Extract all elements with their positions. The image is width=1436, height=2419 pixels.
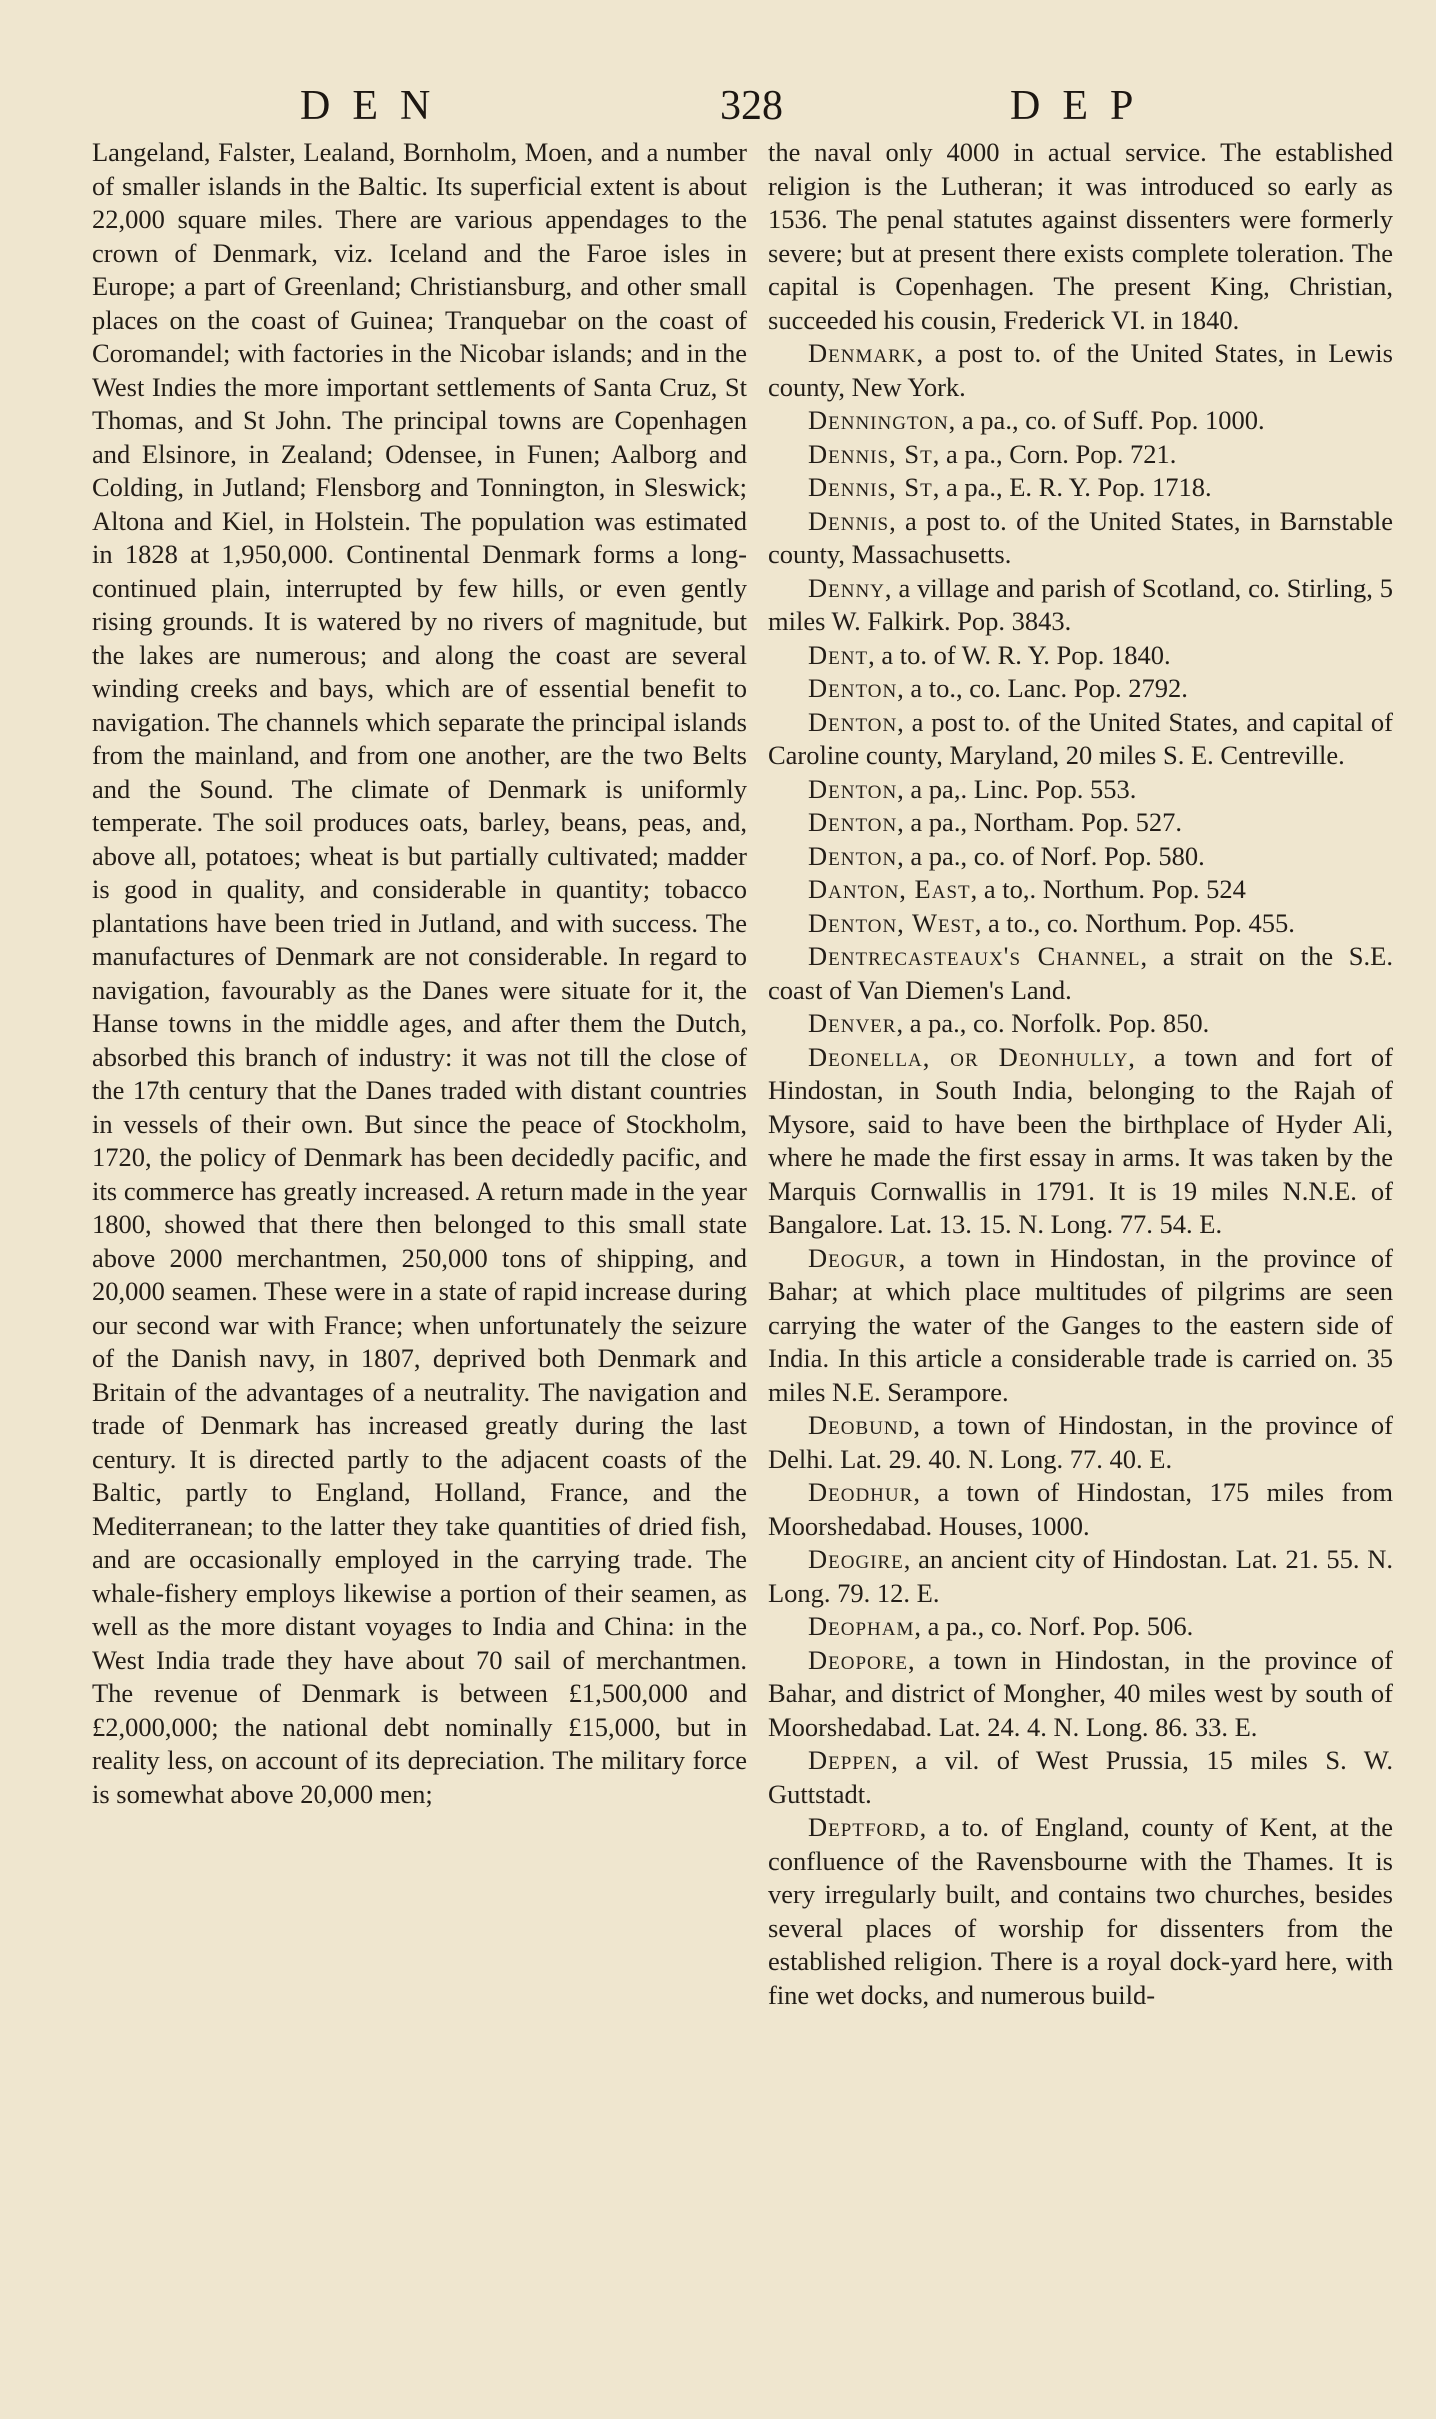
entry-text: , a town and fort of Hindostan, in South India, belonging to the Rajah of Mysore, said to have been the birthplace of Hyder Ali, where he made the first essay in arms. It was taken by the Marquis Cornwallis in 1791. It is 19 miles N.N.E. of Bangalore. Lat. 13. 15. N. Long. 77. 54. E. bbox=[768, 1041, 1393, 1239]
entry-headword: Denmark bbox=[808, 338, 917, 368]
gazetteer-entry bbox=[768, 505, 1393, 572]
entry-headword: Dennington bbox=[808, 405, 949, 435]
gazetteer-entry bbox=[768, 907, 1393, 941]
gazetteer-entry bbox=[768, 1476, 1393, 1543]
gazetteer-entry bbox=[768, 672, 1393, 706]
entry-headword: Deopham bbox=[808, 1611, 915, 1641]
entry-headword: Dennis, St bbox=[808, 438, 933, 469]
entry-headword: Dent bbox=[808, 639, 869, 670]
entry-headword: Denton bbox=[808, 807, 898, 837]
entry-headword: Denver bbox=[808, 1008, 897, 1038]
entry-headword: Denton, West bbox=[808, 907, 975, 938]
gazetteer-entry bbox=[768, 773, 1393, 807]
entry-text: , a pa,. Linc. Pop. 553. bbox=[897, 773, 1137, 804]
entry-headword: Danton, East bbox=[808, 874, 971, 904]
entry-text: , a to., co. Lanc. Pop. 2792. bbox=[897, 673, 1188, 703]
gazetteer-entry bbox=[768, 572, 1393, 639]
right-column bbox=[768, 136, 1393, 2012]
left-column bbox=[92, 136, 747, 1811]
gazetteer-entry bbox=[768, 873, 1393, 907]
gazetteer-entry bbox=[768, 438, 1393, 472]
entry-text: , a post to. of the United States, in Barnstable county, Massachusetts. bbox=[768, 505, 1393, 569]
entry-text: , a to., co. Northum. Pop. 455. bbox=[974, 907, 1295, 938]
entry-headword: Dentrecasteaux's Channel bbox=[808, 941, 1141, 971]
gazetteer-entry bbox=[768, 840, 1393, 874]
entry-text: , a pa., co. of Norf. Pop. 580. bbox=[897, 840, 1205, 871]
entry-text: , a to. of W. R. Y. Pop. 1840. bbox=[868, 639, 1171, 670]
entry-text: , a post to. of the United States, and capital of Caroline county, Maryland, 20 miles S. E. Centreville. bbox=[768, 706, 1393, 770]
entry-headword: Dennis bbox=[808, 505, 890, 536]
gazetteer-entry bbox=[768, 1041, 1393, 1242]
entry-text: , a town of Hindostan, in the province of Delhi. Lat. 29. 40. N. Long. 77. 40. E. bbox=[768, 1410, 1393, 1474]
entry-text: , a pa., Corn. Pop. 721. bbox=[932, 438, 1177, 469]
entry-text: , a pa., Northam. Pop. 527. bbox=[897, 807, 1183, 837]
entry-headword: Deptford bbox=[808, 1812, 920, 1842]
gazetteer-entry bbox=[768, 1242, 1393, 1410]
entry-headword: Deopore bbox=[808, 1644, 909, 1675]
entry-headword: Dennis, St bbox=[808, 472, 933, 502]
gazetteer-entry bbox=[768, 1811, 1393, 2012]
gazetteer-entry bbox=[768, 1543, 1393, 1610]
entry-text: , a to,. Northum. Pop. 524 bbox=[970, 874, 1246, 904]
entry-headword: Deodhur bbox=[808, 1477, 914, 1507]
entry-text: , a town in Hindostan, in the province of Bahar; at which place multitudes of pilgrims are seen carrying the water of the Ganges to the eastern side of India. In this article a considerable trade is carried on. 35 miles N.E. Serampore. bbox=[768, 1242, 1393, 1407]
gazetteer-entry bbox=[768, 806, 1393, 840]
entry-text: , a post to. of the United States, in Lewis county, New York. bbox=[768, 338, 1393, 402]
gazetteer-entry bbox=[768, 940, 1393, 1007]
entry-text: , a town in Hindostan, in the province of Bahar, and district of Mongher, 40 miles west by south of Moorshedabad. Lat. 24. 4. N. Long. 86. 33. E. bbox=[768, 1644, 1393, 1742]
entry-headword: Deobund bbox=[808, 1410, 914, 1440]
page-number: 328 bbox=[720, 83, 783, 129]
entry-text: , a pa., co. of Suff. Pop. 1000. bbox=[948, 405, 1265, 435]
entry-text: , a town of Hindostan, 175 miles from Moorshedabad. Houses, 1000. bbox=[768, 1477, 1393, 1541]
gazetteer-entry bbox=[768, 1644, 1393, 1745]
gazetteer-entry bbox=[768, 706, 1393, 773]
entry-headword: Deonella, or Deonhully bbox=[808, 1041, 1129, 1072]
gazetteer-entry bbox=[768, 404, 1393, 438]
entry-headword: Denton bbox=[808, 773, 898, 804]
entry-text: , a strait on the S.E. coast of Van Diemen's Land. bbox=[768, 941, 1393, 1005]
entry-text: , a village and parish of Scotland, co. Stirling, 5 miles W. Falkirk. Pop. 3843. bbox=[768, 572, 1393, 636]
entry-headword: Denton bbox=[808, 673, 898, 703]
entry-text: , a vil. of West Prussia, 15 miles S. W. Guttstadt. bbox=[768, 1745, 1393, 1809]
gazetteer-entry bbox=[768, 1409, 1393, 1476]
entry-text: , a pa., E. R. Y. Pop. 1718. bbox=[932, 472, 1212, 502]
header-left-guide-word: DEN bbox=[300, 83, 453, 129]
entry-text: , a pa., co. Norf. Pop. 506. bbox=[914, 1611, 1194, 1641]
gazetteer-entry bbox=[768, 1744, 1393, 1811]
entry-headword: Deogur bbox=[808, 1242, 899, 1273]
entry-text: , a to. of England, county of Kent, at the confluence of the Ravensbourne with the Thames. It is very irregularly built, and contains two churches, besides several places of worship for dissenters from the established religion. There is a royal dock-yard here, with fine wet docks, and numerous build- bbox=[768, 1812, 1393, 2010]
gazetteer-entry bbox=[768, 639, 1393, 673]
entry-headword: Denny bbox=[808, 572, 885, 603]
gazetteer-entry bbox=[768, 337, 1393, 404]
entry-text: , an ancient city of Hindostan. Lat. 21. 55. N. Long. 79. 12. E. bbox=[768, 1544, 1393, 1608]
denmark-article-continuation: the naval only 4000 in actual service. The established religion is the Lutheran; it was introduced so early as 1536. The penal statutes against dissenters were formerly severe; but at present there exists complete toleration. The capital is Copenhagen. The present King, Christian, succeeded his cousin, Frederick VI. in 1840. bbox=[768, 137, 1393, 335]
gazetteer-entry bbox=[768, 1610, 1393, 1644]
running-header bbox=[0, 78, 1436, 134]
entry-headword: Deogire bbox=[808, 1544, 904, 1574]
entry-text: , a pa., co. Norfolk. Pop. 850. bbox=[896, 1008, 1210, 1038]
gazetteer-entry bbox=[768, 1007, 1393, 1041]
header-right-guide-word: DEP bbox=[1010, 83, 1156, 129]
denmark-article-text: Langeland, Falster, Lealand, Bornholm, Moen, and a number of smaller islands in the Baltic. Its superficial extent is about 22,000 square miles. There are various appendages to the crown of Denmark, viz. Iceland and the Faroe isles in Europe; a part of Greenland; Christiansburg, and other small places on the coast of Guinea; Tranquebar on the coast of Coromandel; with factories in the Nicobar islands; and in the West Indies the more important settlements of Santa Cruz, St Thomas, and St John. The principal towns are Copenhagen and Elsinore, in Zealand; Odensee, in Funen; Aalborg and Colding, in Jutland; Flensborg and Tonnington, in Sleswick; Altona and Kiel, in Holstein. The population was estimated in 1828 at 1,950,000. Continental Denmark forms a long-continued plain, interrupted by few hills, or even gently rising grounds. It is watered by no rivers of magnitude, but the lakes are numerous; and along the coast are several winding creeks and bays, which are of essential benefit to navigation. The channels which separate the principal islands from the mainland, and from one another, are the two Belts and the Sound. The climate of Denmark is uniformly temperate. The soil produces oats, barley, beans, peas, and, above all, potatoes; wheat is but partially cultivated; madder is good in quality, and considerable in quantity; tobacco plantations have been tried in Jutland, and with success. The manufactures of Denmark are not considerable. In regard to navigation, favourably as the Danes were situate for it, the Hanse towns in the middle ages, and after them the Dutch, absorbed this branch of industry: it was not till the close of the 17th century that the Danes traded with distant countries in vessels of their own. But since the peace of Stockholm, 1720, the policy of Denmark has been decidedly pacific, and its commerce has greatly increased. A return made in the year 1800, showed that there then belonged to this small state above 2000 merchantmen, 250,000 tons of shipping, and 20,000 seamen. These were in a state of rapid increase during our second war with France; when unfortunately the seizure of the Danish navy, in 1807, deprived both Denmark and Britain of the advantages of a neutrality. The navigation and trade of Denmark has increased greatly during the last century. It is directed partly to the adjacent coasts of the Baltic, partly to England, Holland, France, and the Mediterranean; to the latter they take quantities of dried fish, and are occasionally employed in the carrying trade. The whale-fishery employs likewise a portion of their seamen, as well as the more distant voyages to India and China: in the West India trade they have about 70 sail of merchantmen. The revenue of Denmark is between £1,500,000 and £2,000,000; the national debt nominally £15,000, but in reality less, on account of its depreciation. The military force is somewhat above 20,000 men; bbox=[92, 137, 747, 1809]
entry-headword: Denton bbox=[808, 706, 898, 737]
entry-headword: Deppen bbox=[808, 1745, 892, 1775]
entry-headword: Denton bbox=[808, 840, 898, 871]
gazetteer-entry bbox=[768, 471, 1393, 505]
